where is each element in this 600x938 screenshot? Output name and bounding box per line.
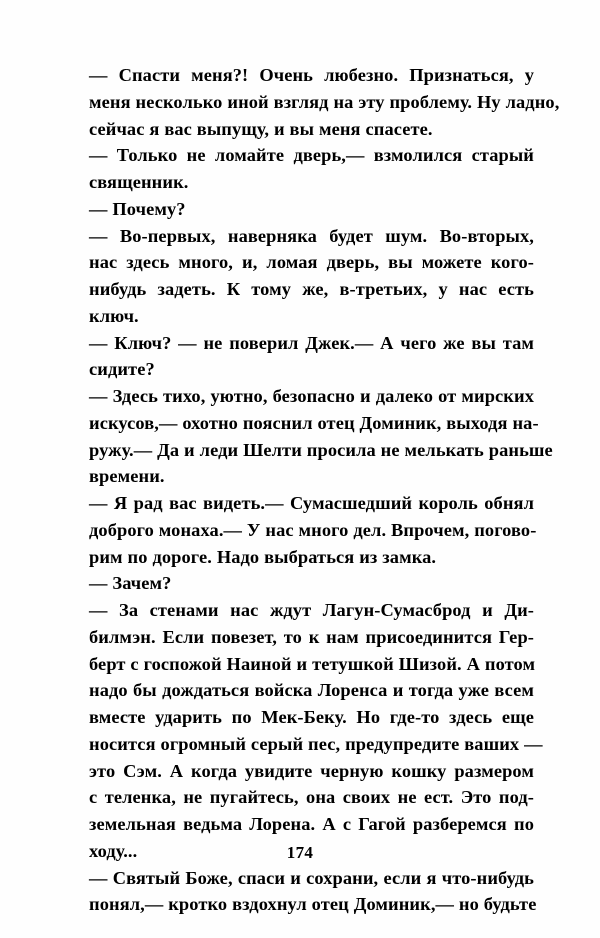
text-line: билмэн. Если повезет, то к нам присоединится Гер- — [89, 626, 534, 647]
page-text-column — [68, 62, 560, 918]
text-line: это Сэм. А когда увидите черную кошку размером — [89, 760, 534, 781]
text-line: — Зачем? — [89, 573, 172, 594]
paragraph — [68, 196, 534, 223]
text-line: сидите? — [89, 359, 155, 380]
text-line: — Спасти меня?! Очень любезно. Признаться, у — [89, 65, 534, 85]
text-line: — Я рад вас видеть.— Сумасшедший король обнял — [89, 493, 534, 513]
text-line: с теленка, не пугайтесь, она своих не ест. Это под- — [89, 787, 534, 808]
text-line: рим по дороге. Надо выбраться из замка. — [89, 546, 437, 567]
text-line: вместе ударить по Мек-Беку. Но где-то здесь еще — [89, 707, 534, 727]
paragraph — [68, 223, 534, 330]
text-line: ходу... — [89, 840, 138, 861]
paragraph — [68, 865, 537, 919]
paragraph — [68, 490, 537, 570]
text-line: меня несколько иной взгляд на эту проблему. Ну ладно, — [89, 91, 560, 112]
text-line: — Во-первых, наверняка будет шум. Во-вторых, — [89, 225, 534, 246]
text-line: священник. — [89, 172, 189, 192]
text-line: — Святый Боже, спаси и сохрани, если я что-нибудь — [89, 867, 534, 888]
paragraph — [68, 570, 534, 597]
paragraph — [68, 62, 560, 142]
paragraph — [68, 597, 543, 865]
text-line: нас здесь много, и, ломая дверь, вы можете кого- — [89, 252, 534, 273]
text-line: земельная ведьма Лорена. А с Гагой разберемся по — [89, 814, 534, 834]
page-number: 174 — [286, 843, 314, 862]
paragraph — [68, 330, 534, 384]
text-line: доброго монаха.— У нас много дел. Впрочем, погово- — [89, 519, 537, 540]
text-line: ключ. — [89, 305, 139, 326]
text-line: понял,— кротко вздохнул отец Доминик,— но будьте — [89, 894, 537, 915]
paragraph — [68, 383, 553, 490]
text-line: искусов,— охотно пояснил отец Доминик, выходя на- — [89, 412, 539, 433]
text-line: времени. — [89, 466, 165, 487]
text-line: ружу.— Да и леди Шелти просила не мелькать раньше — [89, 439, 553, 460]
text-line: — Здесь тихо, уютно, безопасно и далеко от мирских — [89, 386, 534, 406]
text-line: носится огромный серый пес, предупредите ваших — — [89, 733, 543, 754]
text-line: — Только не ломайте дверь,— взмолился старый — [89, 145, 534, 166]
text-line: надо бы дождаться войска Лоренса и тогда уже всем — [89, 680, 534, 701]
paragraph — [68, 142, 534, 196]
text-line: — Ключ? — не поверил Джек.— А чего же вы там — [89, 332, 534, 353]
text-line: — За стенами нас ждут Лагун-Сумасброд и Ди- — [89, 600, 534, 620]
text-line: нибудь задеть. К тому же, в-третьих, у нас есть — [89, 279, 534, 299]
text-line: сейчас я вас выпущу, и вы меня спасете. — [89, 118, 433, 139]
text-line: берт с госпожой Наиной и тетушкой Шизой. А потом — [89, 653, 536, 674]
text-line: — Почему? — [89, 198, 186, 219]
